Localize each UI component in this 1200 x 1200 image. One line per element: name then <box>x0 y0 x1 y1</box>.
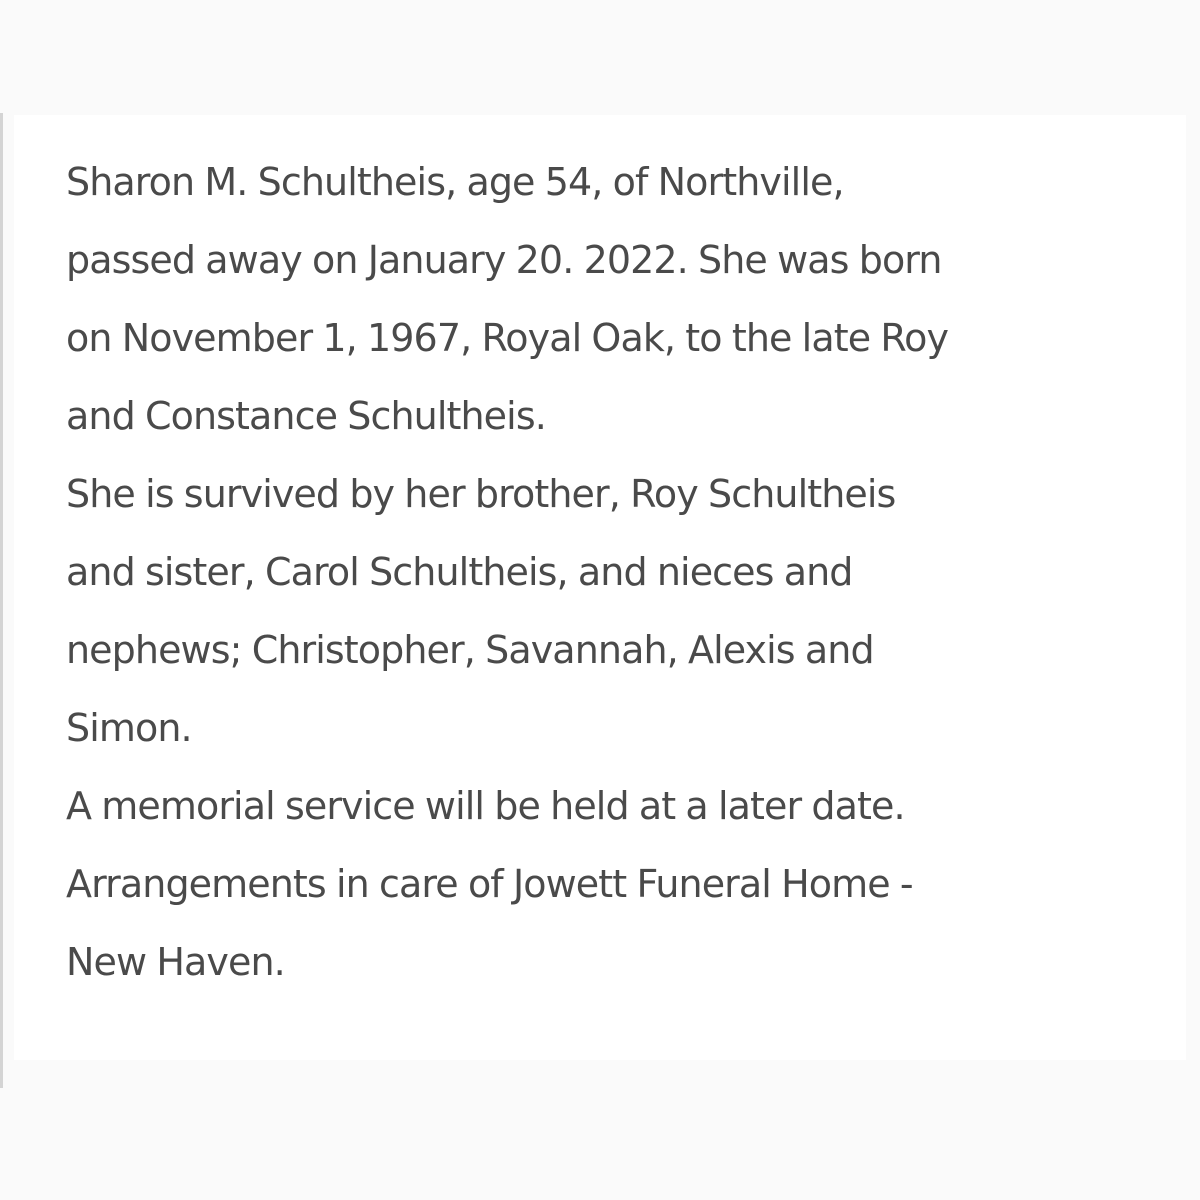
obituary-line-6: and sister, Carol Schultheis, and nieces and <box>66 550 853 594</box>
obituary-line-3: on November 1, 1967, Royal Oak, to the late Roy <box>66 316 949 360</box>
obituary-line-11: New Haven. <box>66 940 285 984</box>
obituary-line-2: passed away on January 20. 2022. She was born <box>66 238 942 282</box>
obituary-line-7: nephews; Christopher, Savannah, Alexis and <box>66 628 874 672</box>
obituary-line-8: Simon. <box>66 706 192 750</box>
obituary-line-5: She is survived by her brother, Roy Schultheis <box>66 472 896 516</box>
obituary-text <box>66 143 1176 1001</box>
obituary-line-1: Sharon M. Schultheis, age 54, of Northville, <box>66 160 844 204</box>
obituary-line-10: Arrangements in care of Jowett Funeral Home - <box>66 862 913 906</box>
obituary-card <box>14 115 1186 1060</box>
obituary-line-9: A memorial service will be held at a later date. <box>66 784 905 828</box>
obituary-line-4: and Constance Schultheis. <box>66 394 546 438</box>
left-border <box>0 113 3 1088</box>
